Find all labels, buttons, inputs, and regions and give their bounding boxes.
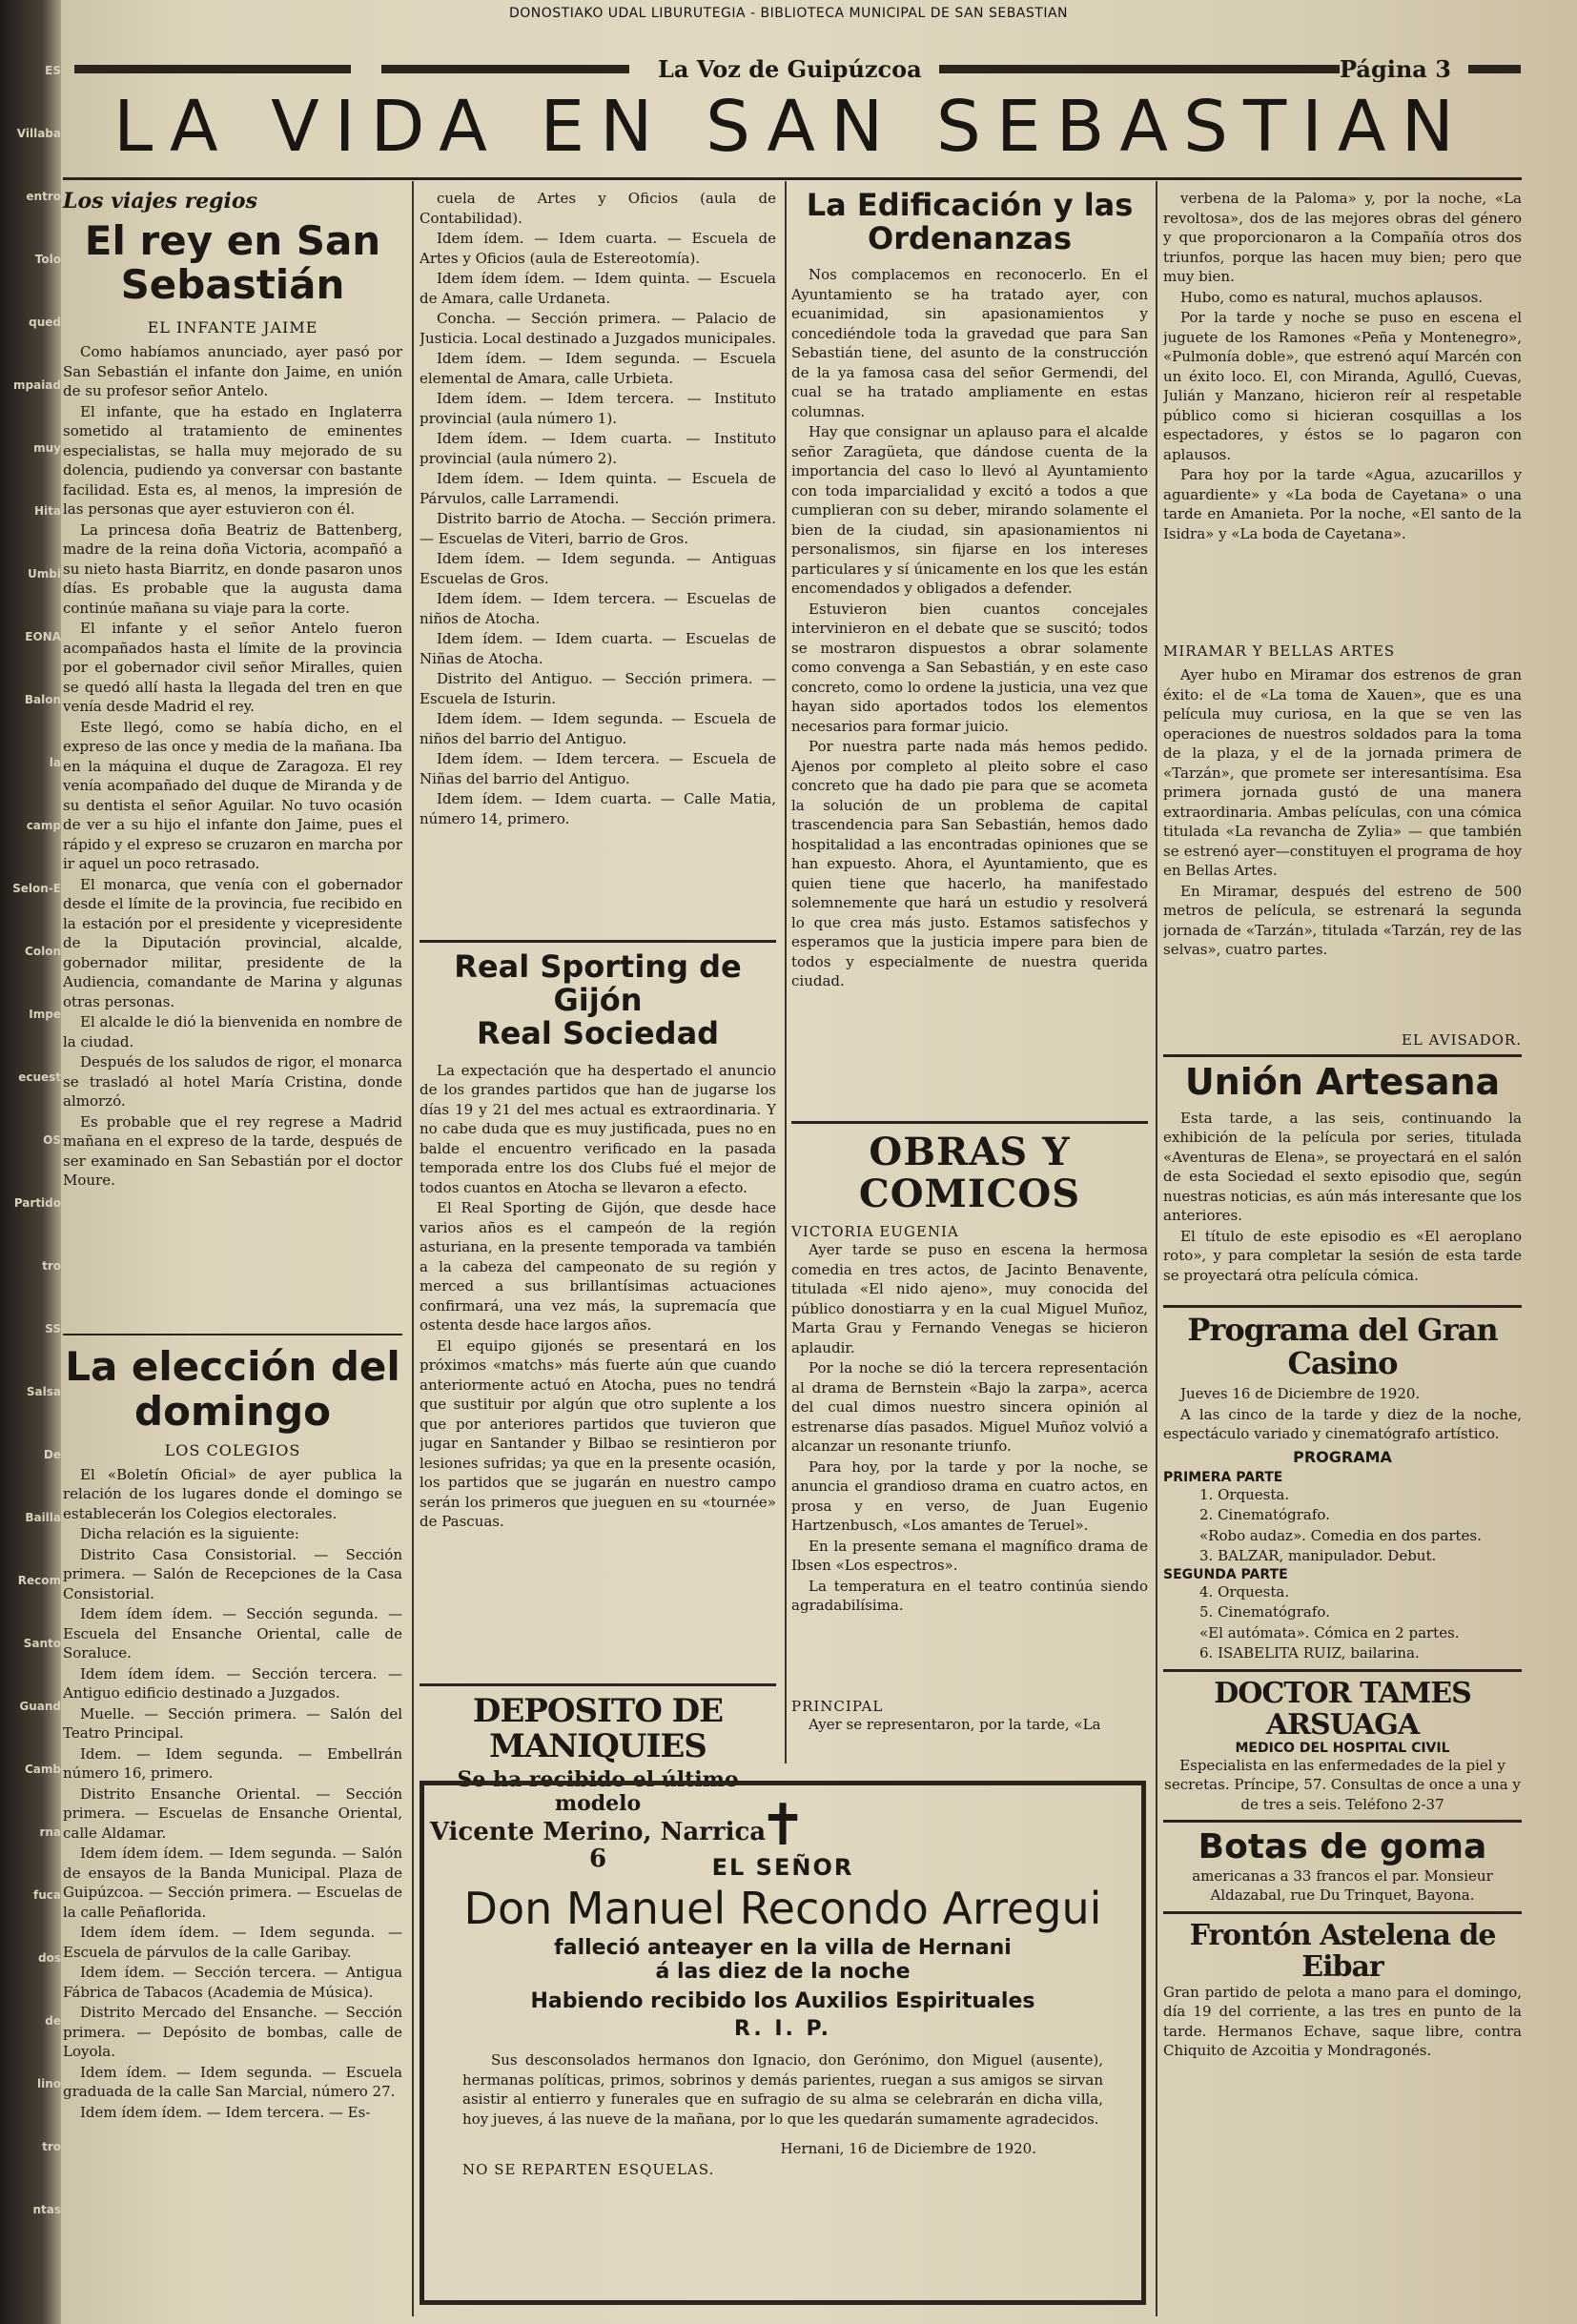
ad-doctor-body: Especialista en las enfermedades de la piel y secretas. Príncipe, 57. Consultas de once a una y de tres a seis. Teléfono 2-37 bbox=[1164, 1756, 1521, 1813]
paragraph: Idem ídem ídem. — Sección tercera. — Antiguo edificio destinado a Juzgados. bbox=[63, 1664, 402, 1702]
edge-word: Selon-E bbox=[12, 882, 61, 895]
paragraph: Esta tarde, a las seis, continuando la exhibición de la película por series, titulada «Aventuras de Elena», se proyectará en el salón de esta Sociedad el sexto episodio que, según nuestras noticias, es aún más interesante que los anteriores. bbox=[1163, 1109, 1522, 1225]
paragraph: Idem ídem. — Idem cuarta. — Calle Matia, número 14, primero. bbox=[420, 790, 776, 827]
edge-word: Salsa bbox=[26, 1385, 61, 1398]
edge-word: Balon bbox=[24, 693, 61, 706]
paragraph: Como habíamos anunciado, ayer pasó por San Sebastián el infante don Jaime, en unión de su profesor señor Antelo. bbox=[63, 343, 402, 400]
rule bbox=[1163, 1305, 1522, 1308]
paragraph: El título de este episodio es «El aeroplano roto», y para completar la sesión de esta tarde se proyectará otra película cómica. bbox=[1163, 1227, 1522, 1284]
obituary-name: Don Manuel Recondo Arregui bbox=[463, 1883, 1102, 1934]
ad-maniquies-address: Vicente Merino, Narrica 6 bbox=[429, 1817, 767, 1874]
paragraph: 6. ISABELITA RUIZ, bailarina. bbox=[1199, 1644, 1420, 1662]
edge-word: entro bbox=[26, 190, 61, 203]
ad-fronton-body: Gran partido de pelota a mano para el domingo, día 19 del corriente, a las tres en punto de la tarde. Hermanos Echave, saque libre, contra Chiquito de Azcoitia y Mondragonés. bbox=[1163, 1983, 1522, 2060]
paragraph: Concha. — Sección primera. — Palacio de Justicia. Local destinado a Juzgados municipales. bbox=[420, 310, 776, 347]
edge-word: lino bbox=[36, 2077, 61, 2090]
paragraph: Hubo, como es natural, muchos aplausos. bbox=[1180, 288, 1484, 306]
edge-word: Camb bbox=[25, 1763, 61, 1776]
edge-word: Santo bbox=[23, 1637, 61, 1650]
paragraph: «El autómata». Cómica en 2 partes. bbox=[1199, 1623, 1460, 1641]
paragraph: El alcalde le dió la bienvenida en nombre de la ciudad. bbox=[63, 1013, 402, 1050]
paragraph: Idem ídem. — Idem tercera. — Instituto provincial (aula número 1). bbox=[420, 390, 776, 427]
ad-botas-head: Botas de goma bbox=[1198, 1827, 1487, 1867]
paragraph: 3. BALZAR, manipulador. Debut. bbox=[1199, 1547, 1437, 1565]
headline-gran-casino: Programa del Gran Casino bbox=[1187, 1311, 1498, 1381]
paragraph: El monarca, que venía con el gobernador desde el límite de la provincia, fue recibido en la estación por el presidente y vicepresidente de la Diputación provincial, alcalde, gobernador militar, presidente de la Audiencia, comandante de Marina y algunas otras personas. bbox=[63, 875, 402, 1010]
paragraph: A las cinco de la tarde y diez de la noche, espectáculo variado y cinematógrafo artístico. bbox=[1163, 1405, 1522, 1443]
page-number: Página 3 bbox=[1340, 55, 1451, 83]
article-miramar-body bbox=[1163, 665, 1522, 1028]
paragraph: Idem ídem. — Idem quinta. — Escuela de Párvulos, calle Larramendi. bbox=[420, 470, 776, 507]
rule bbox=[1163, 1669, 1522, 1672]
edge-word: Colon bbox=[25, 945, 61, 958]
edge-word: Umbi bbox=[28, 567, 61, 581]
paragraph: Para hoy, por la tarde y por la noche, se anuncia el grandioso drama en cuatro actos, en prosa y en verso, de Juan Eugenio Hartzenbusch, «Los amantes de Teruel». bbox=[791, 1458, 1148, 1535]
paragraph: 5. Cinematógrafo. bbox=[1199, 1603, 1330, 1621]
article-edificacion-body bbox=[791, 265, 1148, 1113]
column-1 bbox=[63, 189, 402, 2209]
segunda-parte: SEGUNDA PARTE bbox=[1163, 1566, 1288, 1582]
rule bbox=[420, 1683, 776, 1686]
subhead-colegios: LOS COLEGIOS bbox=[164, 1440, 301, 1459]
edge-word: Villaba bbox=[16, 127, 61, 140]
column-divider-2 bbox=[785, 181, 787, 1763]
paragraph: Ayer tarde se puso en escena la hermosa comedia en tres actos, de Jacinto Benavente, titulada «El nido ajeno», muy conocida del público donostiarra y en la cual Miguel Muñoz, Marta Grau y Fernando Venegas se hicieron aplaudir. bbox=[791, 1241, 1148, 1356]
edge-word: ES bbox=[45, 64, 61, 77]
edge-word: Hita bbox=[34, 504, 61, 518]
obituary-note: NO SE REPARTEN ESQUELAS. bbox=[462, 2161, 715, 2178]
masthead-title: LA VIDA EN SAN SEBASTIAN bbox=[113, 86, 1469, 168]
paragraph: Distrito Casa Consistorial. — Sección primera. — Salón de Recepciones de la Casa Consistorial. bbox=[63, 1545, 402, 1602]
edge-word: Bailla bbox=[25, 1511, 61, 1524]
article-rey-body bbox=[63, 342, 402, 1324]
rule bbox=[420, 940, 776, 943]
paragraph: La temperatura en el teatro continúa siendo agradabilísima. bbox=[791, 1577, 1148, 1615]
obituary-body: Sus desconsolados hermanos don Ignacio, don Gerónimo, don Miguel (ausente), hermanas políticas, primos, sobrinos y demás parientes, ruegan a sus amigos se sirvan asistir al entierro y funerales que en sufragio de su alma se celebrarán en dicha villa, hoy jueves, á las nueve de la mañana, por lo que les quedarán sumamente agradecidos. bbox=[462, 2051, 1103, 2128]
article-eleccion-body bbox=[63, 1465, 402, 2209]
header-rule-right2 bbox=[1468, 65, 1521, 73]
edge-word: ecuest bbox=[18, 1070, 61, 1084]
paragraph: Idem ídem ídem. — Idem quinta. — Escuela de Amara, calle Urdaneta. bbox=[420, 270, 776, 307]
paragraph: Por la tarde y noche se puso en escena el juguete de los Ramones «Peña y Montenegro», «Pulmonía doble», que estrenó aquí Marcén con un éxito loco. El, con Miranda, Agulló, Cuevas, Julián y Manzano, hicieron reír al respetable público como si hicieran cosquillas a los espectadores, y éstos se lo pagaron con aplausos. bbox=[1163, 309, 1522, 463]
paragraph: Hay que consignar un aplauso para el alcalde señor Zaragüeta, que dándose cuenta de la importancia del caso lo llevó al Ayuntamiento con toda imparcialidad y excitó a todos a que cumplieran con su deber, mirando solamente el bien de la ciudad, sin apasionamientos ni personalismos, sin fijarse en los intereses particulares y sí únicamente en los que les están encomendados y obligados a defender. bbox=[791, 423, 1148, 598]
rule bbox=[63, 1334, 402, 1335]
edge-word: SS bbox=[45, 1322, 61, 1335]
paragraph: Dicha relación es la siguiente: bbox=[80, 1525, 299, 1543]
obituary-fallecio: falleció anteayer en la villa de Hernani bbox=[554, 1936, 1012, 1960]
ad-maniquies-head: DEPOSITO DE MANIQUIES bbox=[472, 1691, 724, 1765]
paragraph: Nos complacemos en reconocerlo. En el Ayuntamiento se ha tratado ayer, con ecuanimidad, sin apasionamientos y concediéndole toda la gravedad que para San Sebastián tiene, del asunto de la construcción de la ya famosa casa del señor Germendi, del cual se ha tratado ampliamente en estas columnas. bbox=[791, 266, 1148, 420]
paragraph: Idem ídem. — Sección tercera. — Antigua Fábrica de Tabacos (Academia de Música). bbox=[63, 1964, 402, 2001]
paragraph: El equipo gijonés se presentará en los próximos «matchs» más fuerte aún que cuando anteriormente actuó en Atocha, pues no tendrá que sustituir por algún que otro suplente a los que por anteriores partidos que tuvieron que jugar en Santander y Bilbao se resintieron por lesiones sufridas; ya que en la presente ocasión, los partidos que se jugarán en nuestro campo serán los primeros que jueguen en su «tournée» de Pascuas. bbox=[420, 1336, 776, 1531]
rule bbox=[791, 1121, 1148, 1124]
paragraph: Después de los saludos de rigor, el monarca se trasladó al hotel María Cristina, donde almorzó. bbox=[63, 1053, 402, 1111]
library-banner: DONOSTIAKO UDAL LIBURUTEGIA - BIBLIOTECA MUNICIPAL DE SAN SEBASTIAN bbox=[508, 6, 1069, 21]
programa-title: PROGRAMA bbox=[1293, 1447, 1392, 1466]
edge-word: ntas bbox=[32, 2203, 61, 2216]
paragraph: Idem ídem. — Idem segunda. — Antiguas Escuelas de Gros. bbox=[420, 550, 776, 587]
paragraph: 2. Cinematógrafo. bbox=[1199, 1506, 1330, 1524]
edge-word: rna bbox=[39, 1825, 61, 1839]
cross-icon: ✝ bbox=[758, 1792, 808, 1859]
headline-sporting: Real Sporting de Gijón bbox=[454, 948, 742, 1019]
column-divider-3 bbox=[1156, 181, 1157, 2316]
article-union-body bbox=[1163, 1109, 1522, 1299]
edge-word: Guand bbox=[19, 1700, 61, 1713]
ad-fronton-head: Frontón Astelena de Eibar bbox=[1189, 1918, 1496, 1984]
edge-word: EONA bbox=[25, 630, 61, 643]
paragraph: cuela de Artes y Oficios (aula de Contabilidad). bbox=[420, 190, 776, 227]
subhead-infante: EL INFANTE JAIME bbox=[147, 318, 318, 337]
headline-edificacion: La Edificación y las Ordenanzas bbox=[806, 187, 1134, 257]
obituary-box bbox=[420, 1781, 1146, 2305]
segunda-parte-items bbox=[1163, 1582, 1522, 1663]
paragraph: 1. Orquesta. bbox=[1199, 1485, 1290, 1503]
header-rule-left bbox=[74, 65, 351, 73]
paragraph: Idem ídem. — Idem cuarta. — Escuela de Artes y Oficios (aula de Estereotomía). bbox=[420, 230, 776, 267]
paragraph: Idem ídem. — Idem cuarta. — Escuelas de Niñas de Atocha. bbox=[420, 630, 776, 667]
primera-parte: PRIMERA PARTE bbox=[1163, 1469, 1283, 1485]
header-rule-left2 bbox=[381, 65, 629, 73]
rule bbox=[1163, 1820, 1522, 1823]
paragraph: Idem ídem. — Idem segunda. — Escuela de niños del barrio del Antiguo. bbox=[420, 710, 776, 747]
article-principal-body bbox=[791, 1715, 1148, 1735]
headline-rey: El rey en San Sebastián bbox=[84, 217, 381, 309]
paragraph: 4. Orquesta. bbox=[1199, 1582, 1290, 1600]
signature-avisador: EL AVISADOR. bbox=[1401, 1031, 1522, 1049]
paragraph: Idem ídem. — Idem tercera. — Escuelas de niños de Atocha. bbox=[420, 590, 776, 627]
paragraph: Idem ídem. — Idem segunda. — Escuela elemental de Amara, calle Urbieta. bbox=[420, 350, 776, 387]
colegios-continued bbox=[420, 189, 776, 932]
paragraph: Distrito barrio de Atocha. — Sección primera. — Escuelas de Viteri, barrio de Gros. bbox=[420, 510, 776, 547]
paragraph: Distrito del Antiguo. — Sección primera. — Escuela de Isturin. bbox=[420, 670, 776, 707]
paragraph: Ayer se representaron, por la tarde, «La bbox=[809, 1716, 1101, 1734]
edge-word: la bbox=[49, 756, 61, 769]
rule bbox=[1163, 1911, 1522, 1914]
paragraph: La expectación que ha despertado el anuncio de los grandes partidos que han de jugarse los días 19 y 21 del mes actual es extraordinaria. Y no cabe duda que es muy justificada, pues no en balde el encuentro verificado en la pasada temporada entre los dos Clubs fué el mejor de todos cuantos en Atocha se llevaron a efecto. bbox=[420, 1061, 776, 1196]
paragraph: El infante, que ha estado en Inglaterra sometido al tratamiento de eminentes especialistas, se halla muy mejorado de su dolencia, pudiendo ya conversar con bastante facilidad. Esta es, al menos, la impresión de las personas que ayer estuvieron con él. bbox=[63, 402, 402, 519]
section-principal: PRINCIPAL bbox=[791, 1698, 884, 1716]
ad-doctor-head: DOCTOR TAMES ARSUAGA bbox=[1214, 1676, 1471, 1742]
paragraph: Idem ídem ídem. — Idem segunda. — Salón de ensayos de la Banda Municipal. Plaza de Guipúzcoa. — Sección primera. — Escuelas de la calle Peñaflorida. bbox=[63, 1845, 402, 1921]
edge-word: fuca bbox=[33, 1888, 61, 1902]
ad-botas-body: americanas a 33 francos el par. Monsieur Aldazabal, rue Du Trinquet, Bayona. bbox=[1192, 1866, 1493, 1905]
paragraph: Para hoy por la tarde «Agua, azucarillos y aguardiente» y «La boda de Cayetana» o una tarde en Amanieta. Por la noche, «El santo de la Isidra» y «La boda de Cayetana». bbox=[1163, 466, 1522, 542]
ad-doctor-sub: MEDICO DEL HOSPITAL CIVIL bbox=[1235, 1740, 1450, 1756]
edge-word: muy bbox=[33, 441, 61, 455]
edge-word: tro bbox=[42, 2140, 61, 2153]
casino-body bbox=[1163, 1384, 1522, 1444]
paragraph: Idem ídem ídem. — Sección segunda. — Escuela del Ensanche Oriental, calle de Soraluce. bbox=[63, 1605, 402, 1662]
paragraph: La princesa doña Beatriz de Battenberg, madre de la reina doña Victoria, acompañó a su nieto hasta Biarritz, en donde pasaron unos días. Es probable que la augusta dama continúe mañana su viaje para la corte. bbox=[63, 520, 402, 617]
kicker: Los viajes regios bbox=[63, 189, 257, 214]
headline-eleccion: La elección del domingo bbox=[65, 1343, 400, 1435]
rule bbox=[1163, 1054, 1522, 1057]
paragraph: En Miramar, después del estreno de 500 metros de película, se estrenará la segunda jornada de «Tarzán», titulada «Tarzán, rey de las selvas», cuatro partes. bbox=[1163, 882, 1522, 958]
header-rule-right bbox=[939, 65, 1340, 73]
masthead-rule bbox=[63, 177, 1522, 180]
paragraph: El «Boletín Oficial» de ayer publica la relación de los lugares donde el domingo se establecerán los Colegios electorales. bbox=[63, 1465, 402, 1522]
paragraph: El Real Sporting de Gijón, que desde hace varios años es el campeón de la región asturiana, en la presente temporada va también a la cabeza del campeonato de su región y merced a sus brillantísimas actuaciones confirmará, una vez más, la supremacía que ostenta desde hace largos años. bbox=[420, 1199, 776, 1335]
edge-word: De bbox=[43, 1448, 61, 1461]
paragraph: Muelle. — Sección primera. — Salón del Teatro Principal. bbox=[63, 1704, 402, 1743]
column-divider-1 bbox=[412, 181, 414, 2316]
paragraph: Ayer hubo en Miramar dos estrenos de gran éxito: el de «La toma de Xauen», que es una película muy curiosa, en la que se ven las operaciones de nuestros soldados para la toma de la plaza, y el de la jornada primera de «Tarzán», que promete ser interesantísima. Esa primera jornada gustó de una manera extraordinaria. Ambas películas, con una cómica titulada «La revancha de Zylia» — que también se estrenó ayer—constituyen el programa de hoy en Bellas Artes. bbox=[1163, 666, 1522, 879]
paragraph: Por la noche se dió la tercera representación al drama de Bernstein «Bajo la zarpa», acerca del cual dimos nuestro sincera opinión al estrenarse días pasados. Miguel Muñoz volvió a alcanzar un resonante triunfo. bbox=[791, 1359, 1148, 1456]
paragraph: Estuvieron bien cuantos concejales intervinieron en el debate que se suscitó; todos se mostraron dispuestos a obrar solamente como convenga a San Sebastián, y en este caso concreto, como lo ordene la justicia, una vez que hayan sido aportados todos los elementos necesarios para formar juicio. bbox=[791, 600, 1148, 735]
edge-word: qued bbox=[29, 316, 61, 329]
paragraph: Es probable que el rey regrese a Madrid mañana en el expreso de la tarde, después de ser examinado en San Sebastián por el doctor Moure. bbox=[63, 1112, 402, 1190]
obituary-place-date: Hernani, 16 de Diciembre de 1920. bbox=[780, 2140, 1036, 2157]
column-2 bbox=[420, 189, 776, 1873]
ad-maniquies-line: Se ha recibido el último modelo bbox=[457, 1767, 739, 1816]
section-victoria-eugenia: VICTORIA EUGENIA bbox=[791, 1223, 959, 1241]
edge-word: camp bbox=[26, 819, 61, 832]
paragraph: verbena de la Paloma» y, por la noche, «La revoltosa», dos de las mejores obras del género y que proporcionaron a la Compañía otros dos triunfos, porque las hacen muy bien; pero que muy bien. bbox=[1163, 190, 1522, 285]
obituary-el-senor: EL SEÑOR bbox=[711, 1854, 854, 1881]
article-obras-body bbox=[791, 1240, 1148, 1698]
paragraph: Distrito Ensanche Oriental. — Sección primera. — Escuelas de Ensanche Oriental, calle Aldamar. bbox=[63, 1784, 402, 1842]
paragraph: Distrito Mercado del Ensanche. — Sección primera. — Depósito de bombas, calle de Loyola. bbox=[63, 2004, 402, 2061]
edge-word: mpaiad bbox=[13, 378, 61, 392]
paragraph: Idem ídem. — Idem tercera. — Escuela de Niñas del barrio del Antiguo. bbox=[420, 750, 776, 787]
paragraph: El infante y el señor Antelo fueron acompañados hasta el límite de la provincia por el gobernador civil señor Miralles, quien se quedó allí hasta la llegada del tren en que venía desde Madrid el rey. bbox=[63, 620, 402, 716]
obituary-hora: á las diez de la noche bbox=[655, 1960, 911, 1984]
edge-word: Recom bbox=[17, 1574, 61, 1587]
headline-union-artesana: Unión Artesana bbox=[1184, 1061, 1501, 1103]
headline-obras-comicos: OBRAS Y COMICOS bbox=[858, 1130, 1081, 1217]
edge-word: Impe bbox=[29, 1008, 61, 1021]
obituary-auxilios: Habiendo recibido los Auxilios Espirituales bbox=[530, 1989, 1035, 2013]
paragraph: Por nuestra parte nada más hemos pedido. Ajenos por completo al pleito sobre el caso concreto que ha dado pie para que se acometa la solución de un problema de capital trascendencia para San Sebastián, hemos dado hospitalidad a las encontradas opiniones que se han expuesto. Ahora, el Ayuntamiento, que es quien tiene que hacerlo, ha manifestado solemnemente que hará un estudio y resolverá lo que crea más justo. Estamos satisfechos y esperamos que la justicia impere para bien de todos y especialmente de nuestra querida ciudad. bbox=[791, 738, 1148, 990]
paper-name: La Voz de Guipúzcoa bbox=[658, 55, 922, 83]
edge-word: OS bbox=[43, 1133, 61, 1147]
paragraph: Idem ídem. — Idem segunda. — Escuela graduada de la calle San Marcial, número 27. bbox=[63, 2063, 402, 2101]
paragraph: En la presente semana el magnífico drama de Ibsen «Los espectros». bbox=[791, 1537, 1148, 1575]
adjacent-page-edge bbox=[0, 0, 61, 2324]
column-3 bbox=[791, 189, 1148, 1736]
edge-word: dos bbox=[38, 1951, 61, 1965]
paragraph: Idem ídem ídem. — Idem tercera. — Es- bbox=[80, 2103, 371, 2121]
edge-word: Partido bbox=[13, 1196, 61, 1210]
headline-real-sociedad: Real Sociedad bbox=[476, 1015, 720, 1052]
edge-word: de bbox=[45, 2014, 61, 2028]
paragraph: Este llegó, como se había dicho, en el expreso de las once y media de la mañana. Iba en la máquina el duque de Zaragoza. El rey venía acompañado del duque de Miranda y de su dentista el señor Aguilar. No tuvo ocasión de ver a su hijo el infante don Jaime, pues el rápido y el expreso se cruzaron en marcha por ir aquel un poco retrasado. bbox=[63, 718, 402, 873]
paragraph: «Robo audaz». Comedia en dos partes. bbox=[1199, 1526, 1482, 1544]
article-sporting-body bbox=[420, 1061, 776, 1676]
paragraph: Idem ídem. — Idem cuarta. — Instituto provincial (aula número 2). bbox=[420, 430, 776, 467]
section-miramar: MIRAMAR Y BELLAS ARTES bbox=[1163, 642, 1396, 660]
edge-word: tro bbox=[42, 1259, 61, 1273]
primera-parte-items bbox=[1163, 1485, 1522, 1566]
principal-continued bbox=[1163, 189, 1522, 637]
edge-word: Tolo bbox=[34, 253, 61, 266]
paragraph: Idem. — Idem segunda. — Embellrán número 16, primero. bbox=[63, 1744, 402, 1783]
paragraph: Jueves 16 de Diciembre de 1920. bbox=[1180, 1385, 1421, 1403]
column-4 bbox=[1163, 189, 1522, 2061]
obituary-rip: R. I. P. bbox=[733, 2017, 831, 2041]
paragraph: Idem ídem ídem. — Idem segunda. — Escuela de párvulos de la calle Garibay. bbox=[63, 1924, 402, 1961]
